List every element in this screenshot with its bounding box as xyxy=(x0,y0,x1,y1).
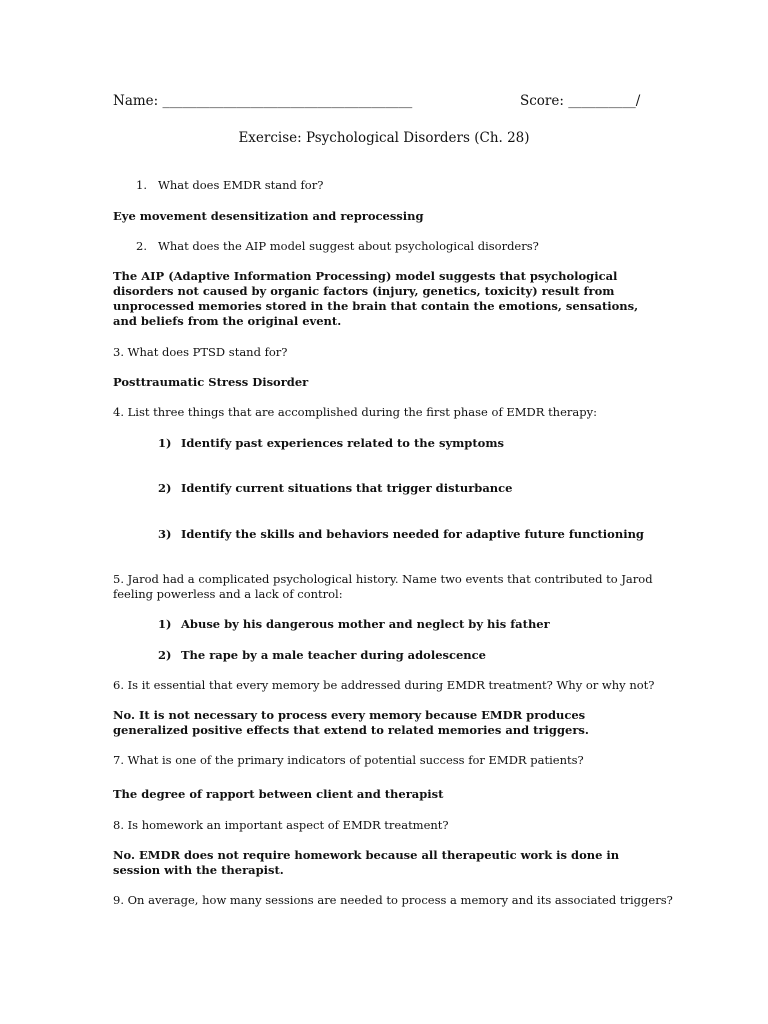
answer-6: No. It is not necessary to process every memory because EMDR produces generalized positive effects that extend to related memories and triggers. xyxy=(113,708,589,737)
answer-2: The AIP (Adaptive Information Processing) model suggests that psychological disorders not caused by organic factors (injury, genetics, toxicity) result from unprocessed memories stored in the brain that contain the emotions, sensations, and beliefs from the original event. xyxy=(113,269,639,328)
question-2-number: 2. xyxy=(136,239,147,253)
name-field-label: Name: _____________________________________ xyxy=(113,93,413,109)
answer-5-item-1: Abuse by his dangerous mother and neglect by his father xyxy=(181,617,550,631)
answer-5-item-2: The rape by a male teacher during adolescence xyxy=(181,648,486,662)
answer-5-item-1-number: 1) xyxy=(158,617,172,631)
page-title: Exercise: Psychological Disorders (Ch. 28) xyxy=(238,130,530,146)
answer-4-item-1-number: 1) xyxy=(158,436,172,450)
question-9-text: 9. On average, how many sessions are needed to process a memory and its associated triggers? xyxy=(113,893,673,907)
answer-4-item-3-number: 3) xyxy=(158,527,172,541)
question-8-text: 8. Is homework an important aspect of EMDR treatment? xyxy=(113,818,449,832)
answer-3: Posttraumatic Stress Disorder xyxy=(113,375,309,389)
answer-7: The degree of rapport between client and therapist xyxy=(113,787,444,801)
question-1-text: What does EMDR stand for? xyxy=(158,178,324,192)
question-7-text: 7. What is one of the primary indicators of potential success for EMDR patients? xyxy=(113,753,584,767)
question-5-text: 5. Jarod had a complicated psychological history. Name two events that contributed to Jarod feeling powerless and a lack of control: xyxy=(113,572,653,601)
answer-4-item-3: Identify the skills and behaviors needed for adaptive future functioning xyxy=(181,527,644,541)
question-6-text: 6. Is it essential that every memory be addressed during EMDR treatment? Why or why not? xyxy=(113,678,655,692)
answer-8: No. EMDR does not require homework because all therapeutic work is done in session with the therapist. xyxy=(113,848,620,877)
question-2-text: What does the AIP model suggest about psychological disorders? xyxy=(158,239,539,253)
question-4-text: 4. List three things that are accomplished during the first phase of EMDR therapy: xyxy=(113,405,597,419)
question-3-text: 3. What does PTSD stand for? xyxy=(113,345,288,359)
answer-5-item-2-number: 2) xyxy=(158,648,172,662)
score-field-label: Score: __________/ xyxy=(520,93,641,109)
answer-4-item-2: Identify current situations that trigger disturbance xyxy=(181,481,513,495)
answer-4-item-2-number: 2) xyxy=(158,481,172,495)
answer-4-item-1: Identify past experiences related to the symptoms xyxy=(181,436,504,450)
question-1-number: 1. xyxy=(136,178,147,192)
answer-1: Eye movement desensitization and reprocessing xyxy=(113,209,424,223)
